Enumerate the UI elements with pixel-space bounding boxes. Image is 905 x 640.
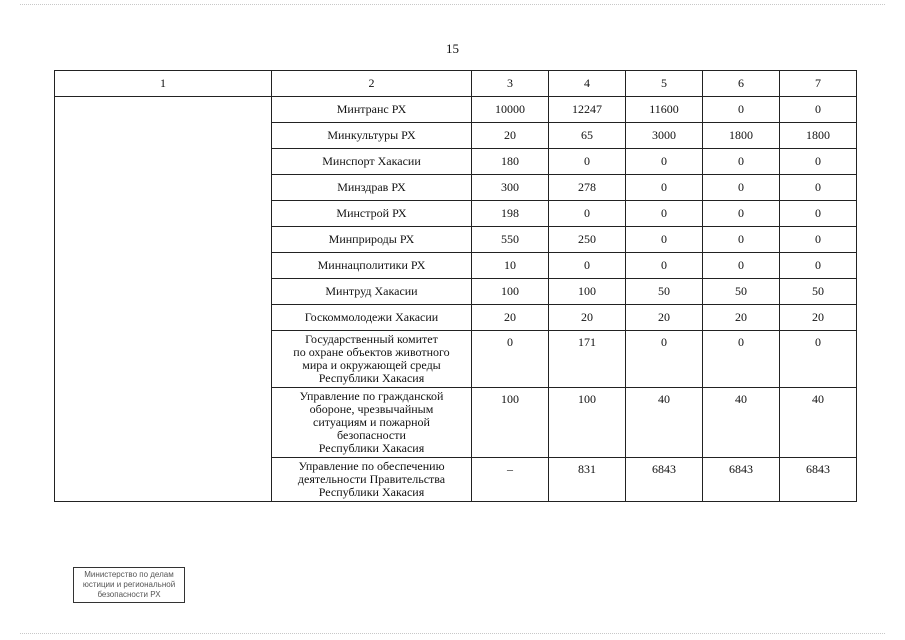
value-cell: 0	[780, 149, 857, 175]
value-cell: 10000	[472, 97, 549, 123]
value-cell: 40	[703, 388, 780, 458]
value-cell: –	[472, 458, 549, 502]
value-cell: 0	[780, 253, 857, 279]
value-cell: 100	[549, 388, 626, 458]
value-cell: 20	[472, 123, 549, 149]
header-row	[55, 71, 857, 97]
value-cell: 6843	[703, 458, 780, 502]
value-cell: 0	[626, 175, 703, 201]
value-cell: 1800	[703, 123, 780, 149]
value-cell: 20	[626, 305, 703, 331]
organization-line: Государственный комитет	[305, 332, 438, 346]
value-cell: 100	[549, 279, 626, 305]
organization-cell: Минздрав РХ	[272, 175, 472, 201]
value-cell: 20	[703, 305, 780, 331]
column-header: 4	[549, 71, 626, 97]
stamp-line: Министерство по делам	[84, 570, 174, 579]
value-cell: 0	[626, 201, 703, 227]
value-cell: 171	[549, 331, 626, 388]
value-cell: 100	[472, 388, 549, 458]
organization-cell: Миннацполитики РХ	[272, 253, 472, 279]
value-cell: 0	[549, 253, 626, 279]
value-cell: 12247	[549, 97, 626, 123]
organization-line: ситуациям и пожарной	[313, 415, 430, 429]
column-header: 7	[780, 71, 857, 97]
value-cell: 3000	[626, 123, 703, 149]
empty-first-column-cell	[55, 97, 272, 502]
value-cell: 0	[626, 149, 703, 175]
ministry-stamp	[73, 567, 185, 603]
organization-line: мира и окружающей среды	[302, 358, 441, 372]
value-cell: 50	[626, 279, 703, 305]
organization-cell	[272, 458, 472, 502]
organization-line: безопасности	[337, 428, 406, 442]
stamp-line: безопасности РХ	[97, 590, 161, 599]
organization-cell: Минприроды РХ	[272, 227, 472, 253]
value-cell: 40	[780, 388, 857, 458]
page-number: 15	[446, 41, 459, 56]
value-cell: 0	[780, 175, 857, 201]
value-cell: 0	[703, 227, 780, 253]
organization-cell	[272, 331, 472, 388]
value-cell: 0	[780, 227, 857, 253]
value-cell: 0	[703, 149, 780, 175]
value-cell: 50	[780, 279, 857, 305]
stamp-line: юстиции и региональной	[82, 580, 176, 589]
value-cell: 0	[703, 201, 780, 227]
value-cell: 0	[703, 97, 780, 123]
organization-line: Республики Хакасия	[318, 485, 425, 499]
organization-line: деятельности Правительства	[297, 472, 446, 486]
column-header: 1	[55, 71, 272, 97]
value-cell: 0	[780, 331, 857, 388]
value-cell: 0	[549, 201, 626, 227]
organization-cell: Госкоммолодежи Хакасии	[272, 305, 472, 331]
organization-cell: Минстрой РХ	[272, 201, 472, 227]
organization-line: Управление по гражданской	[299, 389, 444, 403]
scan-edge-bottom	[20, 633, 885, 634]
value-cell: 6843	[780, 458, 857, 502]
value-cell: 300	[472, 175, 549, 201]
value-cell: 0	[549, 149, 626, 175]
value-cell: 50	[703, 279, 780, 305]
value-cell: 0	[626, 253, 703, 279]
organization-line: по охране объектов животного	[293, 345, 450, 359]
organization-cell: Минтруд Хакасии	[272, 279, 472, 305]
value-cell: 0	[780, 97, 857, 123]
value-cell: 180	[472, 149, 549, 175]
organization-cell: Минкультуры РХ	[272, 123, 472, 149]
organization-line: обороне, чрезвычайным	[309, 402, 434, 416]
value-cell: 11600	[626, 97, 703, 123]
value-cell: 250	[549, 227, 626, 253]
value-cell: 0	[703, 175, 780, 201]
organization-cell	[272, 388, 472, 458]
table-row	[55, 97, 857, 123]
value-cell: 0	[626, 331, 703, 388]
value-cell: 6843	[626, 458, 703, 502]
value-cell: 20	[472, 305, 549, 331]
value-cell: 831	[549, 458, 626, 502]
value-cell: 10	[472, 253, 549, 279]
value-cell: 40	[626, 388, 703, 458]
organization-line: Республики Хакасия	[318, 441, 425, 455]
value-cell: 100	[472, 279, 549, 305]
value-cell: 0	[703, 253, 780, 279]
column-header: 6	[703, 71, 780, 97]
column-header: 3	[472, 71, 549, 97]
value-cell: 0	[472, 331, 549, 388]
organization-cell: Минтранс РХ	[272, 97, 472, 123]
scan-edge-top	[20, 4, 885, 5]
value-cell: 0	[626, 227, 703, 253]
value-cell: 1800	[780, 123, 857, 149]
value-cell: 278	[549, 175, 626, 201]
value-cell: 198	[472, 201, 549, 227]
column-header: 5	[626, 71, 703, 97]
value-cell: 0	[780, 201, 857, 227]
organization-line: Управление по обеспечению	[298, 459, 445, 473]
value-cell: 550	[472, 227, 549, 253]
value-cell: 20	[549, 305, 626, 331]
column-header: 2	[272, 71, 472, 97]
value-cell: 0	[703, 331, 780, 388]
organization-cell: Минспорт Хакасии	[272, 149, 472, 175]
budget-table	[54, 70, 857, 502]
value-cell: 20	[780, 305, 857, 331]
organization-line: Республики Хакасия	[318, 371, 425, 385]
value-cell: 65	[549, 123, 626, 149]
